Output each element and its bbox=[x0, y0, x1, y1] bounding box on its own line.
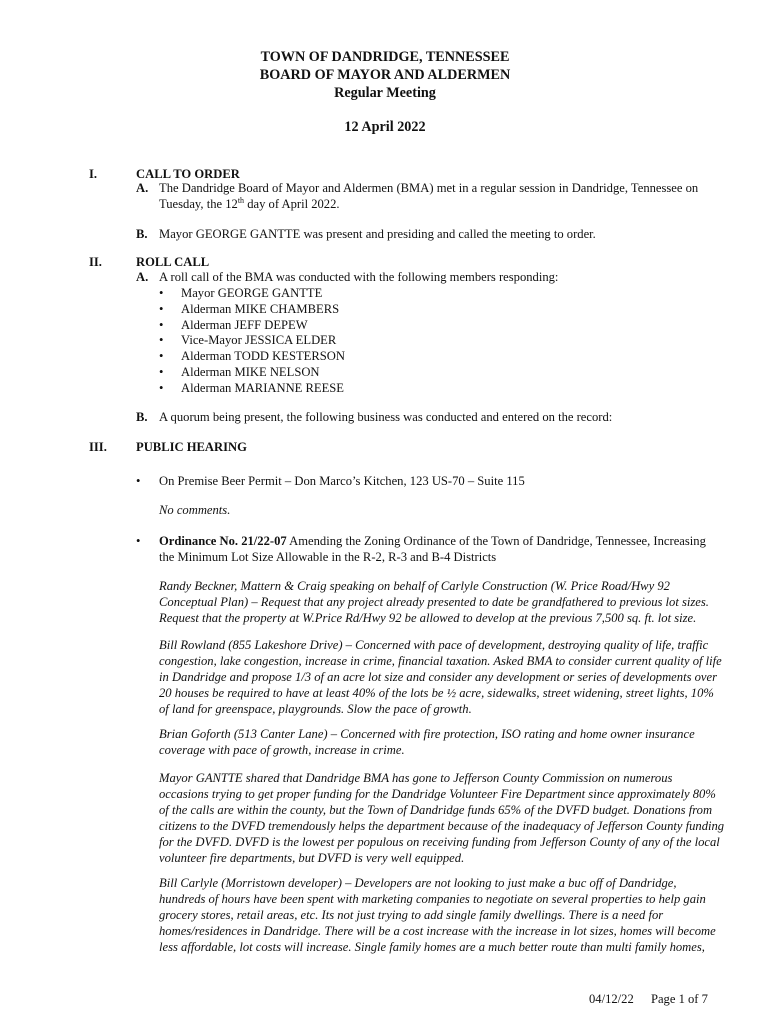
page-footer bbox=[589, 991, 708, 1007]
item-text-line bbox=[159, 533, 729, 549]
item-text: Mayor GEORGE GANTTE was present and presiding and called the meeting to order. bbox=[159, 227, 596, 241]
item-label: A. bbox=[136, 270, 149, 284]
comment-line: of land for greenspace, playgrounds. Slow the pace of growth. bbox=[159, 702, 472, 716]
header-town: TOWN OF DANDRIDGE, TENNESSEE bbox=[260, 49, 510, 65]
list-item: • Mayor GEORGE GANTTE bbox=[159, 285, 345, 301]
text-run: Amending the Zoning Ordinance of the Town of Dandridge, Tennessee, Increasing bbox=[286, 534, 706, 548]
text-run: day of April 2022. bbox=[244, 197, 340, 211]
list-item: • Alderman MIKE NELSON bbox=[159, 364, 345, 380]
comment-line: coverage with pace of growth, increase in crime. bbox=[159, 743, 405, 757]
item-text bbox=[159, 533, 729, 565]
item-text: A roll call of the BMA was conducted with the following members responding: bbox=[159, 270, 559, 284]
section-number: III. bbox=[89, 440, 107, 454]
comment-line: hundreds of hours have been spent with marketing companies to negotiate on several properties to help gain bbox=[159, 892, 706, 906]
footer-date: 04/12/22 bbox=[589, 992, 634, 1006]
item-text bbox=[159, 180, 725, 212]
item-label: B. bbox=[136, 410, 148, 424]
bullet: • bbox=[136, 474, 141, 488]
bullet: • bbox=[136, 534, 141, 548]
comment-line: in Dandridge and propose 1/3 of an acre lot size and consider any development or series of developments over bbox=[159, 670, 717, 684]
comment-line: 20 houses be required to have at least 40% of the lots be ½ acre, sidewalks, street widening, street lights, 10% bbox=[159, 686, 714, 700]
hearing-note: No comments. bbox=[159, 503, 231, 517]
comment-line: Brian Goforth (513 Canter Lane) – Concerned with fire protection, ISO rating and home owner insurance bbox=[159, 727, 695, 741]
list-item: • Alderman MIKE CHAMBERS bbox=[159, 301, 345, 317]
list-item: • Alderman MARIANNE REESE bbox=[159, 380, 345, 396]
comment-paragraph bbox=[159, 875, 729, 955]
comment-paragraph bbox=[159, 770, 729, 866]
comment-line: occasions trying to get proper funding for the Dandridge Volunteer Fire Department since approximately 80% bbox=[159, 787, 716, 801]
list-item: • Alderman JEFF DEPEW bbox=[159, 317, 345, 333]
ordinance-number: Ordinance No. 21/22-07 bbox=[159, 534, 287, 548]
member-list bbox=[159, 285, 345, 396]
comment-line: less affordable, lot costs will increase. Single family homes are a much better route than multi family homes, bbox=[159, 940, 705, 954]
comment-line: volunteer fire departments, but DVFD is very well equipped. bbox=[159, 851, 465, 865]
page-number: Page 1 of 7 bbox=[650, 992, 708, 1006]
list-item: • Alderman TODD KESTERSON bbox=[159, 348, 345, 364]
item-text-line: The Dandridge Board of Mayor and Aldermen (BMA) met in a regular session in Dandridge, Tennessee on bbox=[159, 181, 699, 195]
comment-paragraph bbox=[159, 637, 729, 717]
section-number: II. bbox=[89, 255, 102, 269]
item-text-line: the Minimum Lot Size Allowable in the R-2, R-3 and B-4 Districts bbox=[159, 550, 497, 564]
header-meeting-type: Regular Meeting bbox=[334, 85, 436, 101]
comment-line: for the DVFD. DVFD is the lowest per populous on receiving funding from Jefferson County of any of the local bbox=[159, 835, 720, 849]
header-date: 12 April 2022 bbox=[344, 119, 426, 135]
comment-line: citizens to the DVFD tremendously helps the department because of the inadequacy of Jefferson County funding bbox=[159, 819, 725, 833]
comment-line: Bill Carlyle (Morristown developer) – Developers are not looking to just make a buc off of Dandridge, bbox=[159, 876, 677, 890]
item-label: A. bbox=[136, 181, 149, 195]
section-title: PUBLIC HEARING bbox=[136, 440, 247, 454]
comment-paragraph bbox=[159, 726, 729, 758]
comment-line: Randy Beckner, Mattern & Craig speaking on behalf of Carlyle Construction (W. Price Road/Hwy 92 bbox=[159, 579, 670, 593]
list-item: • Vice-Mayor JESSICA ELDER bbox=[159, 332, 345, 348]
document-header bbox=[0, 48, 770, 136]
section-title: CALL TO ORDER bbox=[136, 167, 240, 181]
text-run: Tuesday, the 12 bbox=[159, 197, 238, 211]
superscript: th bbox=[237, 195, 245, 205]
comment-line: of the calls are within the county, but the Town of Dandridge funds 65% of the DVFD budget. Donations from bbox=[159, 803, 713, 817]
comment-line: Request that the property at W.Price Rd/Hwy 92 be allowed to develop at the previous 7,500 sq. ft. lot size. bbox=[159, 611, 697, 625]
item-text: A quorum being present, the following business was conducted and entered on the record: bbox=[159, 410, 613, 424]
section-number: I. bbox=[89, 167, 98, 181]
item-text-line bbox=[159, 196, 725, 212]
comment-line: congestion, lake congestion, increase in crime, financial taxation. Asked BMA to consider current quality of life bbox=[159, 654, 722, 668]
comment-line: Mayor GANTTE shared that Dandridge BMA has gone to Jefferson County Commission on numerous bbox=[159, 771, 673, 785]
item-label: B. bbox=[136, 227, 148, 241]
comment-paragraph bbox=[159, 578, 729, 626]
comment-line: Conceptual Plan) – Request that any project already presented to date be grandfathered to previous lot sizes. bbox=[159, 595, 709, 609]
section-title: ROLL CALL bbox=[136, 255, 210, 269]
comment-line: Bill Rowland (855 Lakeshore Drive) – Concerned with pace of development, destroying quality of life, traffic bbox=[159, 638, 709, 652]
comment-line: homes/residences in Dandridge. There will be a cost increase with the increase in lot sizes, homes will become bbox=[159, 924, 716, 938]
item-text: On Premise Beer Permit – Don Marco’s Kitchen, 123 US-70 – Suite 115 bbox=[159, 474, 525, 488]
header-board: BOARD OF MAYOR AND ALDERMEN bbox=[259, 67, 511, 83]
comment-line: grocery stores, retail areas, etc. Its not just trying to add single family dwellings. There is a need for bbox=[159, 908, 664, 922]
